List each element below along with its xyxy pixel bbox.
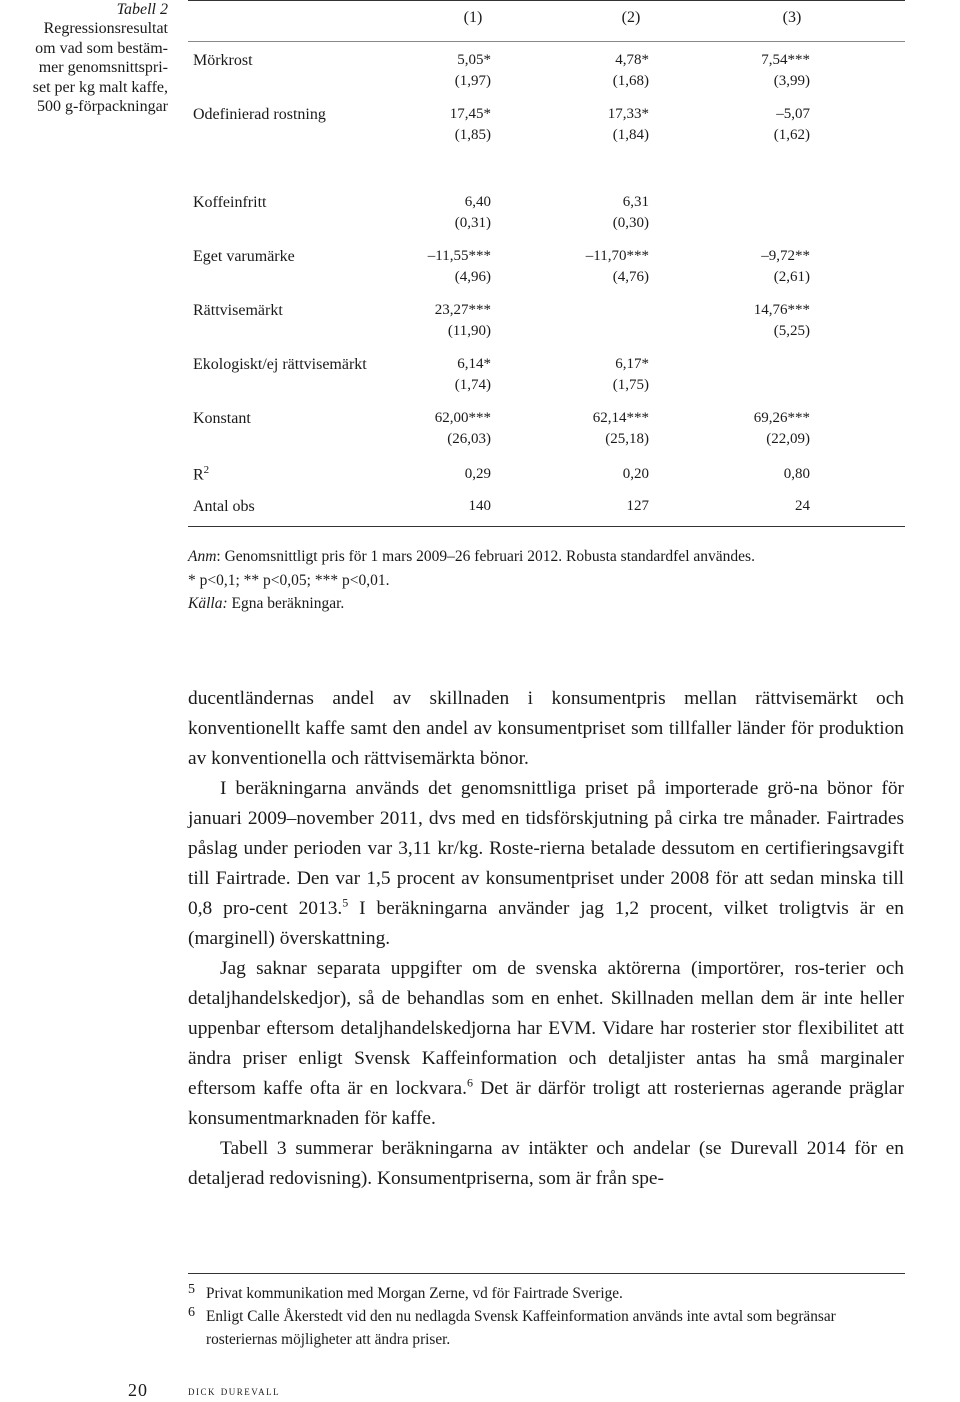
coef-cell: 17,45*	[449, 106, 491, 122]
paragraph: Tabell 3 summerar beräkningarna av intäkter och andelar (se Durevall 2014 för en detaljerad redovisning). Konsumentpriserna, som är från spe-	[188, 1138, 904, 1189]
table-note: Anm: Genomsnittligt pris för 1 mars 2009–26 februari 2012. Robusta standardfel användes.	[188, 548, 755, 565]
coef-cell: –5,07	[776, 106, 810, 122]
page-number: 20	[128, 1380, 148, 1400]
caption-line: om vad som bestäm-	[35, 39, 168, 57]
coef-cell: 14,76***	[753, 302, 810, 318]
footnote-ref: 6	[466, 1075, 473, 1090]
r2-cell: 0,29	[464, 466, 491, 482]
row-label: Odefinierad rostning	[193, 106, 326, 123]
nobs-cell: 24	[795, 498, 810, 514]
footnote: 6 Enligt Calle Åkerstedt vid den nu nedlagda Svensk Kaffeinformation används inte avtal som begränsar rosteriernas möjligheter att ändra priser.	[188, 1305, 836, 1348]
se-cell: (26,03)	[447, 431, 491, 447]
coef-cell: 4,78*	[615, 52, 649, 68]
coef-cell: 69,26***	[753, 410, 810, 426]
se-cell: (1,68)	[612, 73, 649, 89]
caption-line: 500 g-förpackningar	[36, 98, 168, 116]
nobs-label: Antal obs	[193, 498, 255, 515]
nobs-cell: 140	[468, 498, 491, 514]
row-label: Rättvisemärkt	[193, 302, 283, 319]
paragraph: ducentländernas andel av skillnaden i konsumentpris mellan rättvisemärkt och konventionellt kaffe samt den andel av konsumentpriset som tillfaller länder för produktion av konventionella och rättvisemärkta bönor.	[188, 688, 904, 769]
coef-cell: 7,54***	[761, 52, 810, 68]
paragraph: I beräkningarna används det genomsnittliga priset på importerade grö-na bönor för januari 2009–november 2011, dvs med en tidsförskjutning på cirka tre månader. Fairtrades påslag under perioden var 3,11 kr/kg. Roste-rierna betalade dessutom en certifieringsavgift till Fairtrade. Den var 1,5 procent av konsumentpriset under 2008 för att sedan minska till 0,8 pro-cent 2013.$^5$ I beräkningarna använder jag 1,2 procent, vilket troligtvis är en (marginell) överskattning.	[188, 778, 904, 949]
se-cell: (1,85)	[454, 127, 491, 143]
journal-logo	[935, 250, 957, 410]
coef-cell: –11,70***	[585, 248, 649, 264]
footnote: 5 Privat kommunikation med Morgan Zerne, vd för Fairtrade Sverige.	[188, 1282, 623, 1302]
r2-label: $R^2$	[193, 464, 210, 484]
running-author: dick durevall	[188, 1383, 281, 1398]
caption-line: mer genomsnittspri-	[38, 59, 168, 77]
coef-cell: 6,40	[464, 194, 491, 210]
coef-cell: 17,33*	[607, 106, 649, 122]
column-header-1: (1)	[463, 9, 483, 26]
coef-cell: 6,17*	[615, 356, 649, 372]
se-cell: (1,75)	[612, 377, 649, 393]
coef-cell: 6,31	[622, 194, 649, 210]
row-label: Konstant	[193, 410, 251, 427]
paragraph: Jag saknar separata uppgifter om de svenska aktörerna (importörer, ros-terier och detaljhandelskedjor), så de behandlas som en enhet. Skillnaden mellan dem är inte heller uppenbar eftersom detaljhandelskedjorna har EVM. Vidare har rosterier stor flexibilitet att ändra priser enligt Svensk Kaffeinformation och detaljister antas ha små marginaler eftersom kaffe ofta är en lockvara.$^6$ Det är därför troligt att rosteriernas agerande präglar konsumentmarknaden för kaffe.	[188, 958, 904, 1129]
se-cell: (2,61)	[773, 269, 810, 285]
table-header-rule	[188, 41, 905, 42]
coef-cell: 23,27***	[434, 302, 491, 318]
row-label: Ekologiskt/ej rättvisemärkt	[193, 356, 367, 373]
se-cell: (4,76)	[612, 269, 649, 285]
coef-cell: 5,05*	[457, 52, 491, 68]
caption-line: set per kg malt kaffe,	[32, 78, 168, 96]
se-cell: (3,99)	[773, 73, 810, 89]
column-header-2: (2)	[621, 9, 641, 26]
row-label: Eget varumärke	[193, 248, 295, 265]
caption-line: Regressionsresultat	[43, 20, 168, 38]
se-cell: (5,25)	[773, 323, 810, 339]
body-text	[188, 684, 904, 1194]
column-header-3: (3)	[782, 9, 802, 26]
table-title: Tabell 2	[116, 1, 168, 18]
coef-cell: –11,55***	[427, 248, 491, 264]
r2-cell: 0,80	[783, 466, 810, 482]
coef-cell: –9,72**	[761, 248, 810, 264]
se-cell: (11,90)	[447, 323, 491, 339]
r2-cell: 0,20	[622, 466, 649, 482]
se-cell: (22,09)	[766, 431, 810, 447]
footnote-ref: 5	[342, 895, 349, 910]
footnotes	[188, 1282, 910, 1351]
se-cell: (1,62)	[773, 127, 810, 143]
se-cell: (0,31)	[454, 215, 491, 231]
table-caption	[0, 0, 168, 116]
se-cell: (1,84)	[612, 127, 649, 143]
se-cell: (4,96)	[454, 269, 491, 285]
se-cell: (25,18)	[605, 431, 649, 447]
source-note: Källa: Egna beräkningar.	[188, 595, 345, 612]
footnote-rule	[188, 1273, 905, 1274]
table-bottom-rule	[188, 526, 905, 527]
coef-cell: 62,00***	[434, 410, 491, 426]
table-top-rule	[188, 0, 905, 1]
row-label: Koffeinfritt	[193, 194, 267, 211]
se-cell: (0,30)	[612, 215, 649, 231]
se-cell: (1,74)	[454, 377, 491, 393]
row-label: Mörkrost	[193, 52, 253, 69]
nobs-cell: 127	[626, 498, 649, 514]
coef-cell: 62,14***	[592, 410, 649, 426]
se-cell: (1,97)	[454, 73, 491, 89]
significance-note: * p<0,1; ** p<0,05; *** p<0,01.	[188, 572, 390, 589]
coef-cell: 6,14*	[457, 356, 491, 372]
